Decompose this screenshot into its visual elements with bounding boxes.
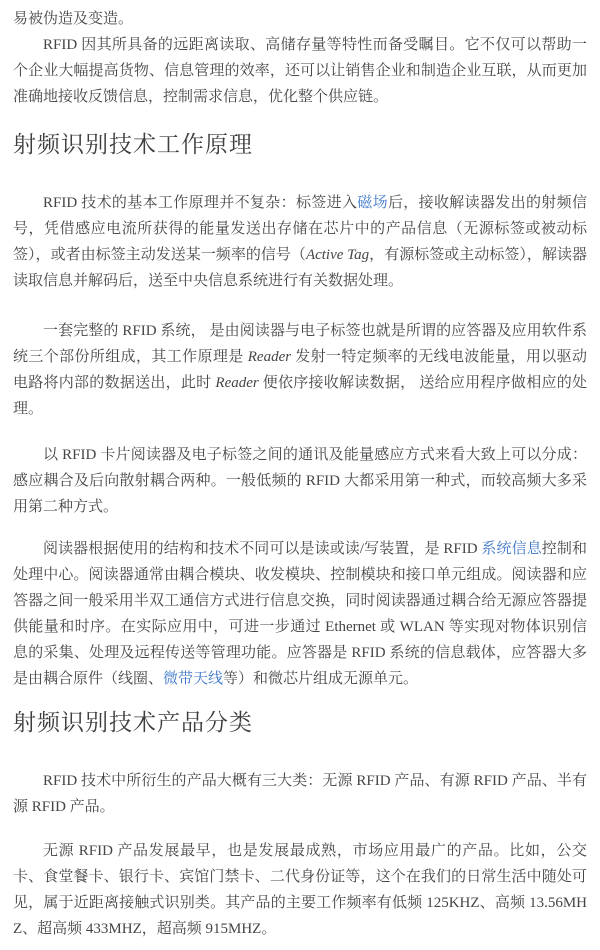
paragraph-intro-tail xyxy=(13,6,587,32)
text-run: 阅读器根据使用的结构和技术不同可以是读或读/写装置，是 RFID xyxy=(43,541,482,557)
text-run: RFID 因其所具备的远距离读取、高储存量等特性而备受瞩目。它不仅可以帮助一个企业大幅提高货物、信息管理的效率，还可以让销售企业和制造企业互联，从而更加准确地接收反馈信息，控制需求信息，优化整个供应链。 xyxy=(13,37,587,105)
inline-link[interactable]: 磁场 xyxy=(357,195,388,211)
text-run: 一套完整的 RFID 系统， 是由阅读器与电子标签也就是所谓的应答器及应用软件系统三个部份所组成，其工作原理是 xyxy=(13,323,587,365)
paragraph-basic-principle xyxy=(13,190,587,294)
text-run: 后，接收解读器发出的射频信号，凭借感应电流所获得的能量发送出存储在芯片中的产品信息（无源标签或被动标签），或者由标签主动发送某一频率的信号（ xyxy=(13,195,587,263)
text-run: 易被伪造及变造。 xyxy=(13,11,134,27)
italic-term: Reader xyxy=(247,349,292,365)
text-run: 以 RFID 卡片阅读器及电子标签之间的通讯及能量感应方式来看大致上可以分成：感应耦合及后向散射耦合两种。一般低频的 RFID 大都采用第一种式，而较高频大多采用第二种方式。 xyxy=(13,447,587,515)
text-run: 无源 RFID 产品发展最早，也是发展最成熟，市场应用最广的产品。比如，公交卡、食堂餐卡、银行卡、宾馆门禁卡、二代身份证等，这个在我们的日常生活中随处可见，属于近距离接触式识别类。其产品的主要工作频率有低频 125KHZ、高频 13.56MHZ、超高频 433MHZ，超高频 915MHZ。 xyxy=(13,843,587,937)
text-run: RFID 技术的基本工作原理并不复杂：标签进入 xyxy=(43,195,358,211)
paragraph-reader-structure xyxy=(13,536,587,692)
paragraph-rfid-overview xyxy=(13,32,587,110)
text-run: RFID 技术中所衍生的产品大概有三大类：无源 RFID 产品、有源 RFID 产品、半有源 RFID 产品。 xyxy=(13,773,587,815)
paragraph-complete-system xyxy=(13,318,587,422)
paragraph-three-categories xyxy=(13,768,587,820)
text-run: 控制和处理中心。阅读器通常由耦合模块、收发模块、控制模块和接口单元组成。阅读器和应答器之间一般采用半双工通信方式进行信息交换，同时阅读器通过耦合给无源应答器提供能量和时序。在实际应用中，可进一步通过 Ethernet 或 WLAN 等实现对物体识别信息的采集、处理及远程传送等管理功能。应答器是 RFID 系统的信息载体，应答器大多是由耦合原件（线圈、 xyxy=(13,541,587,687)
heading-working-principle: 射频识别技术工作原理 xyxy=(13,132,253,157)
text-run: 发射一特定频率的无线电波能量，用以驱动电路将内部的数据送出，此时 xyxy=(13,349,587,391)
paragraph-passive-products xyxy=(13,838,587,942)
heading-product-categories: 射频识别技术产品分类 xyxy=(13,710,253,735)
text-run: 便依序接收解读数据， 送给应用程序做相应的处理。 xyxy=(13,375,587,417)
paragraph-coupling-types xyxy=(13,442,587,520)
italic-term: Active Tag xyxy=(305,247,370,263)
inline-link[interactable]: 系统信息 xyxy=(481,541,542,557)
italic-term: Reader xyxy=(215,375,259,391)
text-run: ，有源标签或主动标签），解读器读取信息并解码后，送至中央信息系统进行有关数据处理。 xyxy=(13,247,587,289)
text-run: 等）和微芯片组成无源单元。 xyxy=(223,671,419,687)
inline-link[interactable]: 微带天线 xyxy=(163,671,224,687)
